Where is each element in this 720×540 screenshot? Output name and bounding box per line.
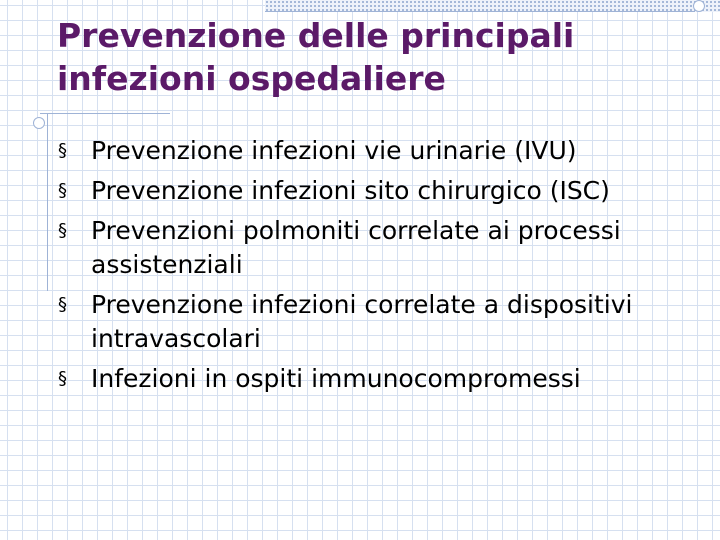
bullet-item-immunocompromessi <box>58 359 708 399</box>
slide-title <box>57 14 657 100</box>
bullet-item-isc <box>58 171 708 211</box>
bullet-marker-icon: § <box>58 180 67 201</box>
bullet-item-polmoniti <box>58 211 708 285</box>
header-decoration-line <box>265 11 695 12</box>
bullet-text: Prevenzione infezioni vie urinarie (IVU) <box>91 136 577 165</box>
bullet-text-continuation: assistenziali <box>91 250 243 279</box>
bullet-text: Prevenzione infezioni correlate a dispositivi <box>91 290 633 319</box>
bullet-item-dispositivi <box>58 285 708 359</box>
header-decoration-circle <box>693 0 705 12</box>
bullet-list <box>58 131 708 399</box>
left-decoration-circle <box>33 117 45 129</box>
left-vertical-decoration <box>47 113 48 291</box>
bullet-item-ivu <box>58 131 708 171</box>
title-underline-decoration <box>40 113 170 114</box>
bullet-text-continuation: intravascolari <box>91 324 261 353</box>
bullet-text: Prevenzioni polmoniti correlate ai processi <box>91 216 621 245</box>
bullet-text: Infezioni in ospiti immunocompromessi <box>91 364 581 393</box>
slide-title-line-2: infezioni ospedaliere <box>57 59 446 98</box>
bullet-marker-icon: § <box>58 220 67 241</box>
bullet-marker-icon: § <box>58 294 67 315</box>
bullet-marker-icon: § <box>58 368 67 389</box>
slide-title-line-1: Prevenzione delle principali <box>57 16 575 55</box>
bullet-text: Prevenzione infezioni sito chirurgico (ISC) <box>91 176 610 205</box>
bullet-marker-icon: § <box>58 140 67 161</box>
